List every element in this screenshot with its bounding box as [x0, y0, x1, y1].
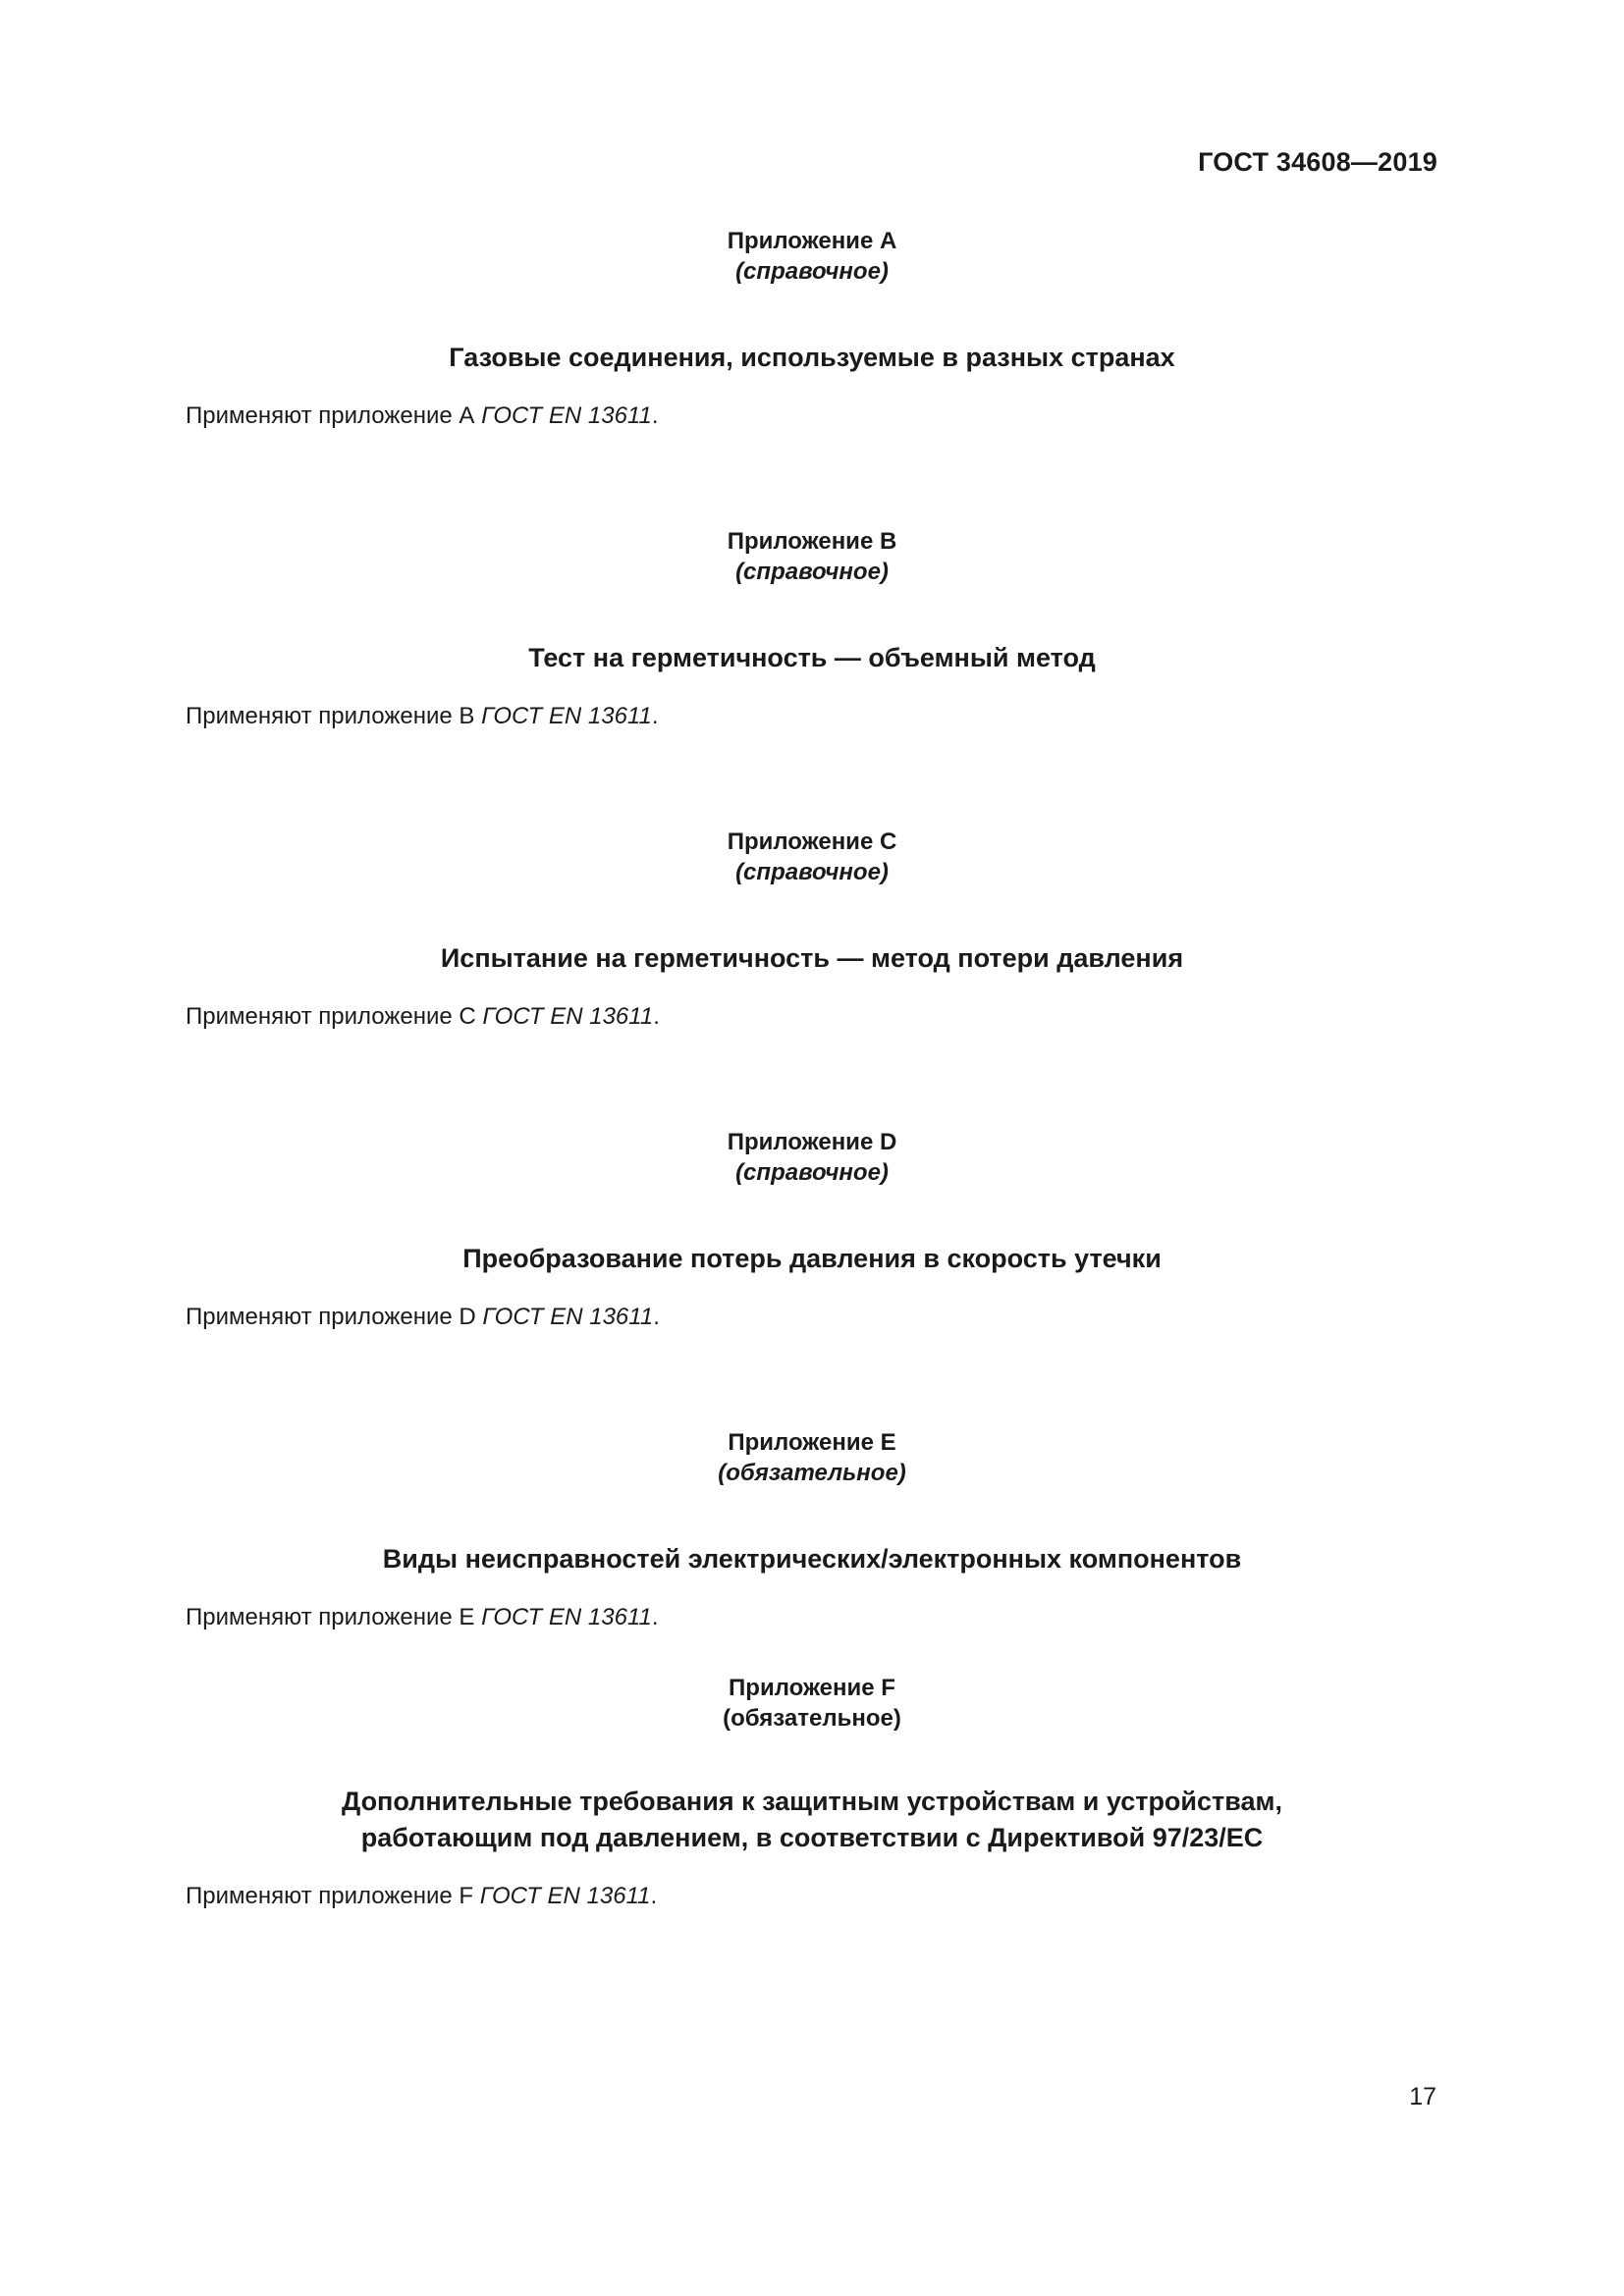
annex-text-prefix: Применяют приложение С: [186, 1003, 483, 1030]
annex-title: Тест на герметичность — объемный метод: [528, 643, 1096, 672]
annex-label: Приложение F: [729, 1675, 895, 1701]
annex-label: Приложение D: [727, 1129, 897, 1155]
annex-text-prefix: Применяют приложение В: [186, 703, 482, 729]
annex-text-prefix: Применяют приложение D: [186, 1304, 483, 1330]
annex-title: Виды неисправностей электрических/электронных компонентов: [382, 1544, 1242, 1574]
annex-label: Приложение B: [727, 528, 897, 555]
annex-label: Приложение A: [727, 228, 897, 254]
annex-title: Преобразование потерь давления в скорость утечки: [462, 1244, 1162, 1273]
page-number: 17: [1409, 2083, 1436, 2110]
annex-status: (обязательное): [718, 1460, 906, 1486]
annex-title: [0, 1784, 1624, 1856]
annex-label: Приложение E: [728, 1429, 896, 1456]
standard-reference: ГОСТ EN 13611: [481, 703, 652, 729]
annex-c: [0, 827, 1624, 1032]
annex-status: (справочное): [735, 258, 889, 285]
annex-status: (справочное): [735, 859, 889, 885]
annex-title-line-1: Дополнительные требования к защитным устройствам и устройствам,: [342, 1787, 1282, 1816]
annex-text-suffix: .: [651, 402, 659, 429]
annex-text: [186, 701, 1624, 731]
annex-text: [186, 1602, 1624, 1632]
annex-text-prefix: Применяют приложение F: [186, 1883, 480, 1909]
annex-text-suffix: .: [653, 1003, 660, 1030]
annex-title: Газовые соединения, используемые в разных странах: [449, 343, 1175, 372]
annex-text-suffix: .: [651, 703, 659, 729]
annex-title: Испытание на герметичность — метод потери давления: [440, 943, 1184, 973]
annex-status: (обязательное): [723, 1705, 901, 1732]
annex-f: [0, 1673, 1624, 1911]
annex-status: (справочное): [735, 559, 889, 585]
annex-text: [186, 400, 1624, 431]
annex-text: [186, 1881, 1624, 1911]
annex-text: [186, 1001, 1624, 1032]
annex-text-prefix: Применяют приложение А: [186, 402, 482, 429]
annex-b: [0, 526, 1624, 731]
annex-e: [0, 1427, 1624, 1632]
annex-title-line-2: работающим под давлением, в соответствии с Директивой 97/23/EC: [360, 1823, 1264, 1852]
annex-d: [0, 1127, 1624, 1332]
document-code: ГОСТ 34608—2019: [1198, 147, 1437, 177]
standard-reference: ГОСТ EN 13611: [482, 1003, 654, 1030]
annex-text: [186, 1302, 1624, 1332]
annex-a: [0, 226, 1624, 431]
annex-status: (справочное): [735, 1159, 889, 1186]
standard-reference: ГОСТ EN 13611: [481, 1604, 652, 1630]
standard-reference: ГОСТ EN 13611: [481, 402, 652, 429]
annex-text-suffix: .: [650, 1883, 658, 1909]
annex-label: Приложение C: [727, 828, 897, 855]
annex-text-suffix: .: [653, 1304, 660, 1330]
standard-reference: ГОСТ EN 13611: [482, 1304, 654, 1330]
annex-text-prefix: Применяют приложение Е: [186, 1604, 482, 1630]
annex-text-suffix: .: [651, 1604, 659, 1630]
standard-reference: ГОСТ EN 13611: [479, 1883, 651, 1909]
